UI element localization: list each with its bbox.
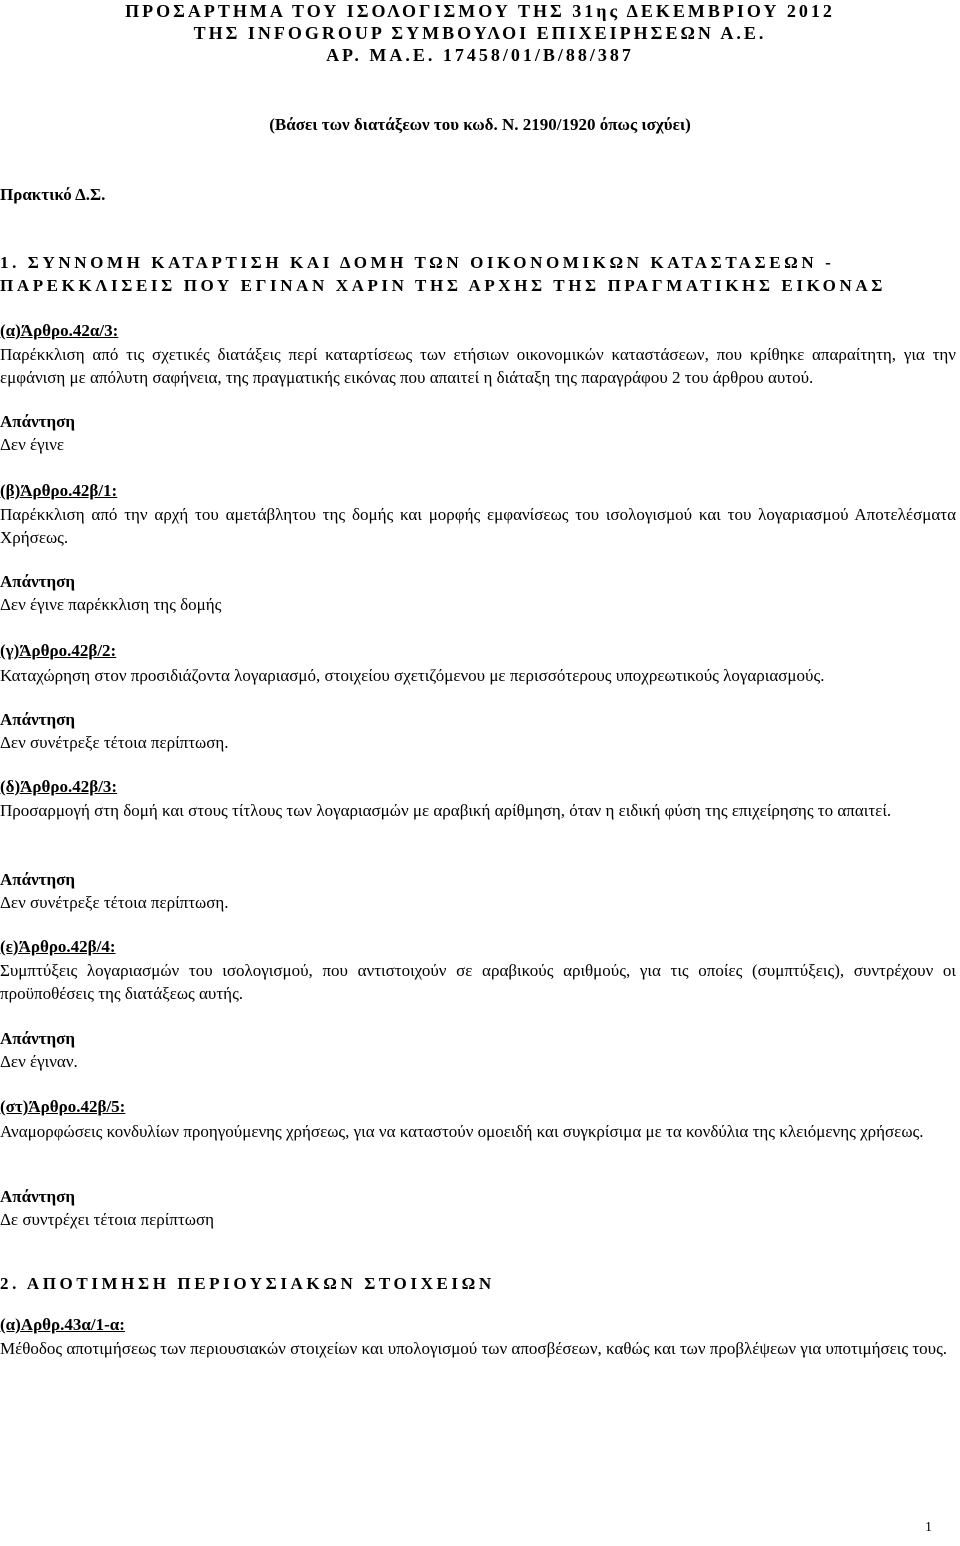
article-text: Προσαρμογή στη δομή και στους τίτλους των λογαριασμών με αραβική αρίθμηση, όταν η ειδική φύση της επιχείρησης το απαιτεί. [0,801,892,820]
article-heading: (στ)Άρθρο.42β/5: [0,1097,126,1116]
article-heading: (β)Άρθρο.42β/1: [0,481,118,500]
answer-label: Απάντηση [0,1029,76,1048]
section-1-title-line-2: ΠΑΡΕΚΚΛΙΣΕΙΣ ΠΟΥ ΕΓΙΝΑΝ ΧΑΡΙΝ ΤΗΣ ΑΡΧΗΣ ΤΗΣ ΠΡΑΓΜΑΤΙΚΗΣ ΕΙΚΟΝΑΣ [0,276,886,295]
answer-label: Απάντηση [0,412,76,431]
article-heading: (ε)Άρθρο.42β/4: [0,937,116,956]
minutes-label: Πρακτικό Δ.Σ. [0,185,106,204]
article-heading: (γ)Άρθρο.42β/2: [0,641,117,660]
article-text: Παρέκκλιση από τις σχετικές διατάξεις περί καταρτίσεως των ετήσιων οικονομικών καταστάσεων, που κρίθηκε απαραίτητη, για την εμφάνιση με απόλυτη σαφήνεια, της πραγματικής εικόνας που απαιτεί η διάταξη της παραγράφου 2 του άρθρου αυτού. [0,345,956,387]
answer-text: Δεν έγινε [0,435,65,454]
answer-label: Απάντηση [0,710,76,729]
article-heading: (α)Αρθρ.43α/1-α: [0,1315,125,1334]
article-text: Αναμορφώσεις κονδυλίων προηγούμενης χρήσεως, για να καταστούν ομοειδή και συγκρίσιμα με τα κονδύλια της κλειόμενης χρήσεως. [0,1122,924,1141]
article-text: Μέθοδος αποτιμήσεως των περιουσιακών στοιχείων και υπολογισμού των αποσβέσεων, καθώς και των προβλέψεων για υποτιμήσεις τους. [0,1339,948,1358]
article-text: Συμπτύξεις λογαριασμών του ισολογισμού, που αντιστοιχούν σε αραβικούς αριθμούς, για τις οποίες (συμπτύξεις), συντρέχουν οι προϋποθέσεις της διατάξεως αυτής. [0,961,956,1003]
answer-text: Δεν συνέτρεξε τέτοια περίπτωση. [0,893,229,912]
answer-label: Απάντηση [0,1187,76,1206]
article-heading: (α)Άρθρο.42α/3: [0,321,119,340]
doc-title-line-1: ΠΡΟΣΑΡΤΗΜΑ ΤΟΥ ΙΣΟΛΟΓΙΣΜΟΥ ΤΗΣ 31ης ΔΕΚΕΜΒΡΙΟΥ 2012 [125,1,835,21]
section-2-title: 2. ΑΠΟΤΙΜΗΣΗ ΠΕΡΙΟΥΣΙΑΚΩΝ ΣΤΟΙΧΕΙΩΝ [0,1274,495,1293]
answer-label: Απάντηση [0,572,76,591]
article-text: Παρέκκλιση από την αρχή του αμετάβλητου της δομής και μορφής εμφανίσεως του ισολογισμού και του λογαριασμού Αποτελέσματα Χρήσεως. [0,505,956,547]
article-text: Καταχώρηση στον προσιδιάζοντα λογαριασμό, στοιχείου σχετιζόμενου με περισσότερους υποχρεωτικούς λογαριασμούς. [0,666,825,685]
doc-subtitle: (Βάσει των διατάξεων του κωδ. Ν. 2190/1920 όπως ισχύει) [269,115,691,134]
answer-label: Απάντηση [0,870,76,889]
answer-text: Δεν έγιναν. [0,1052,78,1071]
answer-text: Δε συντρέχει τέτοια περίπτωση [0,1210,215,1229]
doc-title-line-3: ΑΡ. ΜΑ.Ε. 17458/01/Β/88/387 [326,45,634,65]
answer-text: Δεν συνέτρεξε τέτοια περίπτωση. [0,733,229,752]
doc-title-line-2: ΤΗΣ INFOGROUP ΣΥΜΒΟΥΛΟΙ ΕΠΙΧΕΙΡΗΣΕΩΝ Α.Ε. [193,23,767,43]
page-number: 1 [925,1520,932,1535]
article-heading: (δ)Άρθρο.42β/3: [0,777,118,796]
section-1-title-line-1: 1. ΣΥΝΝΟΜΗ ΚΑΤΑΡΤΙΣΗ ΚΑΙ ΔΟΜΗ ΤΩΝ ΟΙΚΟΝΟΜΙΚΩΝ ΚΑΤΑΣΤΑΣΕΩΝ - [0,253,835,272]
answer-text: Δεν έγινε παρέκκλιση της δομής [0,595,222,614]
